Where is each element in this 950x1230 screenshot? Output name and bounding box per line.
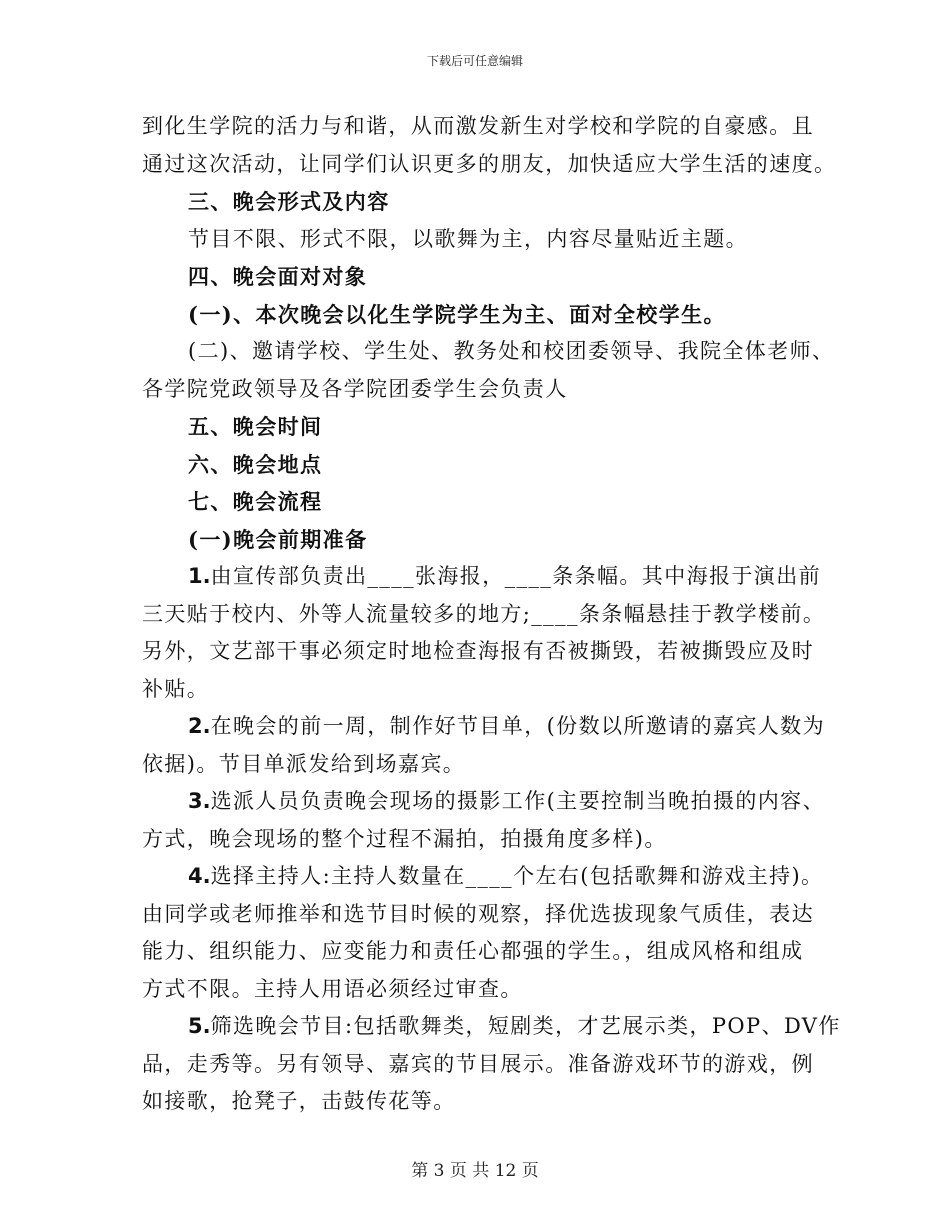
section-heading: 七、晚会流程 [188,489,323,514]
list-item-line [142,1008,841,1046]
document-body [142,108,841,1121]
paragraph-line: 通过这次活动，让同学们认识更多的朋友，加快适应大学生活的速度。 [142,151,837,176]
paragraph-line: 三天贴于校内、外等人流量较多的地方;____条条幅悬挂于教学楼前。 [142,601,826,626]
list-item-number: 1. [188,564,211,588]
list-item-number: 3. [188,789,211,813]
paragraph-line: 由同学或老师推举和选节目时候的观察，择优选拔现象气质佳，表达 [142,901,814,926]
subsection-line: (一)、本次晚会以化生学院学生为主、面对全校学生。 [188,301,726,327]
paragraph-line: 能力、组织能力、应变能力和责任心都强的学生。，组成风格和组成 [142,939,804,963]
paragraph-line: 节目不限、形式不限，以歌舞为主，内容尽量贴近主题。 [188,226,748,251]
list-item-line [142,783,825,821]
list-item-line [142,858,824,896]
section-heading: 三、晚会形式及内容 [188,189,390,214]
section-heading: 六、晚会地点 [188,451,323,477]
page-header-note: 下载后可任意编辑 [426,54,523,68]
list-item-number: 2. [188,714,211,738]
list-item-line [142,708,825,746]
paragraph-line: 到化生学院的活力与和谐，从而激发新生对学校和学院的自豪感。且 [142,114,814,138]
page-number: 第 3 页 共 12 页 [411,1161,539,1181]
paragraph-line: (二)、邀请学校、学生处、教务处和校团委领导、我院全体老师、 [188,339,835,363]
subsection-heading: (一)晚会前期准备 [188,526,368,552]
paragraph-line: 另外，文艺部干事必须定时地检查海报有否被撕毁，若被撕毁应及时 [142,639,814,663]
list-item-text: 在晚会的前一周，制作好节目单，(份数以所邀请的嘉宾人数为 [210,714,825,738]
paragraph-line: 依据)。节目单派发给到场嘉宾。 [142,751,466,776]
list-item-text: 筛选晚会节目:包括歌舞类，短剧类，才艺展示类，POP、DV作 [210,1014,841,1038]
paragraph-line: 补贴。 [142,676,210,701]
list-item-text: 选派人员负责晚会现场的摄影工作(主要控制当晚拍摄的内容、 [210,789,825,813]
list-item-line [142,558,821,596]
paragraph-line: 方式，晚会现场的整个过程不漏拍，拍摄角度多样)。 [142,826,667,851]
section-heading: 四、晚会面对对象 [188,264,368,289]
list-item-number: 5. [188,1014,211,1038]
paragraph-line: 如接歌，抢凳子，击鼓传花等。 [142,1089,456,1113]
list-item-text: 由宣传部负责出____张海报，____条条幅。其中海报于演出前 [210,564,821,588]
paragraph-line: 品，走秀等。另有领导、嘉宾的节目展示。准备游戏环节的游戏，例 [142,1051,814,1076]
list-item-number: 4. [188,864,211,888]
section-heading: 五、晚会时间 [188,414,323,439]
paragraph-line: 方式不限。主持人用语必须经过审查。 [142,976,523,1001]
paragraph-line: 各学院党政领导及各学院团委学生会负责人 [142,376,568,401]
list-item-text: 选择主持人:主持人数量在____个左右(包括歌舞和游戏主持)。 [210,864,824,888]
